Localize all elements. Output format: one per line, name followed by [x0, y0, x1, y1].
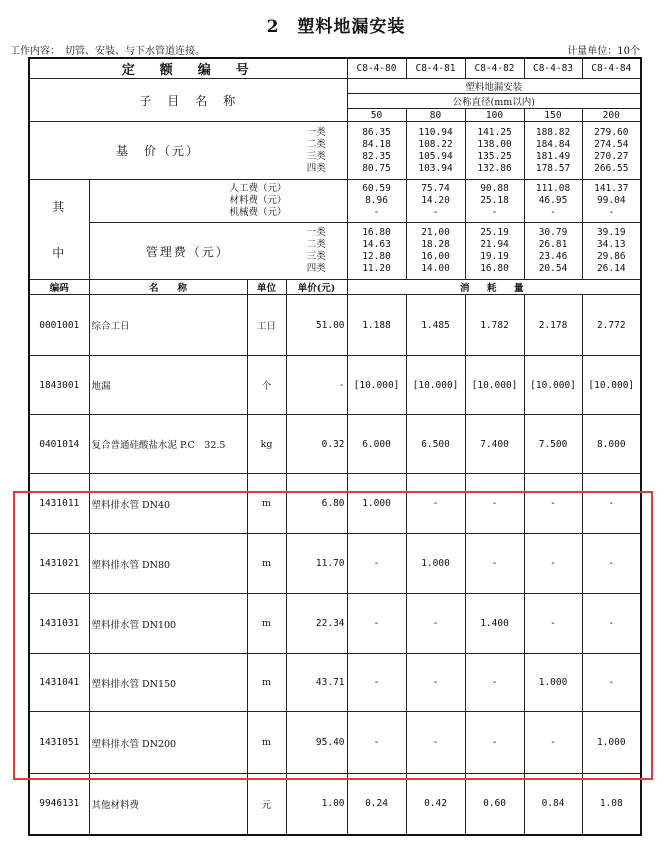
table-row — [29, 474, 641, 534]
class-label: 一类 — [306, 126, 326, 138]
mgmt-value: 18.28 — [421, 239, 450, 250]
cost-type-labels — [89, 180, 347, 223]
row-consumption-value: 0.84 — [524, 774, 582, 835]
row-name: 塑料排水管 DN200 — [89, 712, 247, 774]
col-code-header: 编码 — [29, 280, 89, 295]
mgmt-value: 16.80 — [362, 227, 391, 238]
row-consumption-value: - — [524, 474, 582, 534]
col-unit-header: 单位 — [247, 280, 286, 295]
price-value: 105.94 — [418, 150, 453, 162]
row-price: 22.34 — [286, 594, 347, 654]
price-value: 266.55 — [594, 162, 629, 174]
row-unit: m — [247, 654, 286, 712]
class-label: 四类 — [306, 263, 326, 274]
material-value: 8.96 — [365, 195, 388, 206]
row-consumption-value: 7.400 — [465, 415, 524, 474]
mgmt-cell — [524, 223, 582, 280]
labor-value: 75.74 — [421, 183, 450, 194]
cost-cell — [406, 180, 465, 223]
row-consumption-value: 1.000 — [524, 654, 582, 712]
mgmt-classes — [286, 223, 347, 280]
mgmt-value: 34.13 — [596, 239, 626, 250]
row-unit: 工日 — [247, 295, 286, 356]
row-consumption-value: - — [582, 654, 641, 712]
management-fee-row — [29, 223, 641, 280]
machine-value: - — [491, 207, 498, 218]
row-unit: 元 — [247, 774, 286, 835]
material-value: 46.95 — [538, 195, 568, 206]
material-value: 99.04 — [596, 195, 626, 206]
row-price: 6.80 — [286, 474, 347, 534]
row-consumption-value: - — [347, 654, 406, 712]
row-consumption-value: 2.178 — [524, 295, 582, 356]
price-value: 110.94 — [418, 126, 453, 138]
table-row — [29, 356, 641, 415]
row-consumption-value: [10.000] — [465, 356, 524, 415]
mgmt-value: 23.46 — [538, 251, 568, 262]
mgmt-value: 12.80 — [362, 251, 391, 262]
row-code: 1431041 — [29, 654, 89, 712]
work-content: 工作内容： 切管、安装、与下水管道连接。 — [10, 46, 205, 57]
row-unit: kg — [247, 415, 286, 474]
diameter-value: 80 — [406, 109, 465, 122]
base-price-cell — [582, 122, 641, 180]
mgmt-value: 26.14 — [596, 263, 626, 274]
row-consumption-value: [10.000] — [524, 356, 582, 415]
mgmt-value: 39.19 — [596, 227, 626, 238]
price-value: 270.27 — [594, 150, 629, 162]
price-value: 141.25 — [477, 126, 512, 138]
machine-value: - — [373, 207, 380, 218]
row-consumption-value: - — [406, 474, 465, 534]
machine-value: - — [550, 207, 556, 218]
row-code: 0001001 — [29, 295, 89, 356]
price-value: 138.00 — [477, 138, 512, 150]
row-unit: m — [247, 474, 286, 534]
row-consumption-value: 0.42 — [406, 774, 465, 835]
row-name: 塑料排水管 DN40 — [89, 474, 247, 534]
base-price-classes — [286, 122, 347, 180]
row-unit: m — [247, 534, 286, 594]
row-name: 复合普通硅酸盐水泥 P.C 32.5 — [89, 415, 247, 474]
quota-code: C8-4-80 — [347, 58, 406, 79]
row-code: 1843001 — [29, 356, 89, 415]
quota-code: C8-4-82 — [465, 58, 524, 79]
base-price-cell — [347, 122, 406, 180]
labor-value: 111.08 — [535, 183, 571, 194]
price-value: 108.22 — [418, 138, 453, 150]
mgmt-value: 19.19 — [480, 251, 509, 262]
row-consumption-value: - — [524, 594, 582, 654]
table-row — [29, 654, 641, 712]
row-price: 11.70 — [286, 534, 347, 594]
price-value: 132.86 — [477, 162, 512, 174]
row-unit: m — [247, 594, 286, 654]
diameter-value: 200 — [582, 109, 641, 122]
row-consumption-value: 1.485 — [406, 295, 465, 356]
row-consumption-value: 6.000 — [347, 415, 406, 474]
mgmt-cell — [347, 223, 406, 280]
row-price: 51.00 — [286, 295, 347, 356]
base-price-cell — [524, 122, 582, 180]
material-value: 14.20 — [421, 195, 450, 206]
row-consumption-value: - — [347, 712, 406, 774]
row-consumption-value: - — [582, 594, 641, 654]
class-label: 三类 — [306, 150, 326, 162]
price-value: 188.82 — [535, 126, 571, 138]
col-name-header: 名 称 — [89, 280, 247, 295]
mgmt-value: 16.80 — [480, 263, 509, 274]
material-label: 材料费（元） — [229, 195, 287, 206]
row-name: 塑料排水管 DN100 — [89, 594, 247, 654]
price-value: 86.35 — [362, 126, 391, 138]
row-consumption-value: 1.000 — [406, 534, 465, 594]
mgmt-value: 21.00 — [421, 227, 450, 238]
mgmt-value: 14.63 — [362, 239, 391, 250]
row-consumption-value: 0.24 — [347, 774, 406, 835]
row-consumption-value: 1.782 — [465, 295, 524, 356]
diameter-label: 公称直径(mm以内) — [347, 94, 641, 109]
row-consumption-value: 2.772 — [582, 295, 641, 356]
mgmt-cell — [406, 223, 465, 280]
price-value: 178.57 — [535, 162, 571, 174]
price-value: 103.94 — [418, 162, 453, 174]
machine-label: 机械费（元） — [229, 207, 287, 218]
class-label: 二类 — [306, 138, 326, 150]
price-value: 279.60 — [594, 126, 629, 138]
base-price-cell — [465, 122, 524, 180]
price-value: 274.54 — [594, 138, 629, 150]
row-unit: m — [247, 712, 286, 774]
price-value: 181.49 — [535, 150, 571, 162]
cost-cell — [347, 180, 406, 223]
of-which-top: 其 — [52, 199, 67, 214]
table-row — [29, 774, 641, 835]
row-consumption-value: 1.000 — [582, 712, 641, 774]
row-code: 0401014 — [29, 415, 89, 474]
row-consumption-value: 8.000 — [582, 415, 641, 474]
row-consumption-value: - — [524, 534, 582, 594]
machine-value: - — [432, 207, 439, 218]
item-title: 塑料地漏安装 — [347, 79, 641, 94]
mgmt-value: 30.79 — [538, 227, 568, 238]
row-consumption-value: 7.500 — [524, 415, 582, 474]
row-consumption-value: - — [347, 534, 406, 594]
class-label: 三类 — [306, 251, 326, 262]
quota-code-row — [29, 58, 641, 79]
row-unit: 个 — [247, 356, 286, 415]
row-price: 43.71 — [286, 654, 347, 712]
row-name: 塑料排水管 DN150 — [89, 654, 247, 712]
row-code: 1431021 — [29, 534, 89, 594]
price-value: 84.18 — [362, 138, 391, 150]
row-consumption-value: 1.08 — [582, 774, 641, 835]
mgmt-value: 25.19 — [480, 227, 509, 238]
price-value: 82.35 — [362, 150, 391, 162]
row-consumption-value: - — [465, 712, 524, 774]
row-consumption-value: 1.000 — [347, 474, 406, 534]
labor-value: 141.37 — [594, 183, 629, 194]
row-code: 1431031 — [29, 594, 89, 654]
diameter-value: 100 — [465, 109, 524, 122]
base-price-label: 基 价（元） — [29, 122, 286, 180]
col-consumption-header: 消 耗 量 — [347, 280, 641, 295]
cost-breakdown-row — [29, 180, 641, 223]
row-code: 1431051 — [29, 712, 89, 774]
labor-value: 60.59 — [362, 183, 391, 194]
row-consumption-value: - — [582, 534, 641, 594]
diameter-value: 50 — [347, 109, 406, 122]
row-consumption-value: [10.000] — [347, 356, 406, 415]
col-price-header: 单价(元) — [286, 280, 347, 295]
base-price-cell — [406, 122, 465, 180]
row-price: 1.00 — [286, 774, 347, 835]
row-price: 0.32 — [286, 415, 347, 474]
row-consumption-value: - — [465, 654, 524, 712]
of-which-bottom: 中 — [52, 245, 67, 260]
row-code: 9946131 — [29, 774, 89, 835]
row-name: 其他材料费 — [89, 774, 247, 835]
material-value: 25.18 — [480, 195, 509, 206]
table-row — [29, 295, 641, 356]
quota-code: C8-4-84 — [582, 58, 641, 79]
price-value: 80.75 — [362, 162, 391, 174]
quota-no-label: 定 额 编 号 — [29, 58, 347, 79]
mgmt-value: 11.20 — [362, 263, 391, 274]
row-price: - — [286, 356, 347, 415]
mgmt-label: 管理费（元） — [89, 223, 286, 280]
row-consumption-value: [10.000] — [406, 356, 465, 415]
row-consumption-value: 1.400 — [465, 594, 524, 654]
row-name: 塑料排水管 DN80 — [89, 534, 247, 594]
row-consumption-value: - — [406, 654, 465, 712]
unit-note: 计量单位：10个 — [567, 46, 640, 57]
labor-label: 人工费（元） — [229, 183, 287, 194]
row-consumption-value: - — [582, 474, 641, 534]
row-consumption-value: [10.000] — [582, 356, 641, 415]
machine-value: - — [608, 207, 615, 218]
row-price: 95.40 — [286, 712, 347, 774]
diameter-value: 150 — [524, 109, 582, 122]
price-value: 184.84 — [535, 138, 571, 150]
class-label: 二类 — [306, 239, 326, 250]
row-consumption-value: 6.500 — [406, 415, 465, 474]
quota-code: C8-4-81 — [406, 58, 465, 79]
row-name: 地漏 — [89, 356, 247, 415]
table-row — [29, 712, 641, 774]
mgmt-value: 26.81 — [538, 239, 568, 250]
row-consumption-value: - — [406, 712, 465, 774]
consumption-header-row — [29, 280, 641, 295]
mgmt-value: 29.86 — [596, 251, 626, 262]
row-name: 综合工日 — [89, 295, 247, 356]
item-name-label: 子 目 名 称 — [29, 79, 347, 122]
row-code: 1431011 — [29, 474, 89, 534]
table-row — [29, 415, 641, 474]
mgmt-value: 21.94 — [480, 239, 509, 250]
price-value: 135.25 — [477, 150, 512, 162]
row-consumption-value: - — [406, 594, 465, 654]
cost-cell — [465, 180, 524, 223]
labor-value: 90.88 — [480, 183, 509, 194]
row-consumption-value: - — [347, 594, 406, 654]
page-title: 2 塑料地漏安装 — [266, 17, 406, 37]
row-consumption-value: - — [524, 712, 582, 774]
mgmt-value: 14.00 — [421, 263, 450, 274]
quota-code: C8-4-83 — [524, 58, 582, 79]
base-price-row — [29, 122, 641, 180]
cost-cell — [524, 180, 582, 223]
quota-table — [28, 57, 642, 836]
mgmt-cell — [582, 223, 641, 280]
table-row — [29, 594, 641, 654]
row-consumption-value: 1.188 — [347, 295, 406, 356]
of-which-label — [29, 180, 89, 280]
table-row — [29, 534, 641, 594]
row-consumption-value: 0.60 — [465, 774, 524, 835]
row-consumption-value: - — [465, 534, 524, 594]
mgmt-value: 20.54 — [538, 263, 568, 274]
mgmt-value: 16.00 — [421, 251, 450, 262]
cost-cell — [582, 180, 641, 223]
row-consumption-value: - — [465, 474, 524, 534]
resource-rows — [29, 295, 641, 835]
mgmt-cell — [465, 223, 524, 280]
class-label: 四类 — [306, 162, 326, 174]
class-label: 一类 — [306, 227, 326, 238]
